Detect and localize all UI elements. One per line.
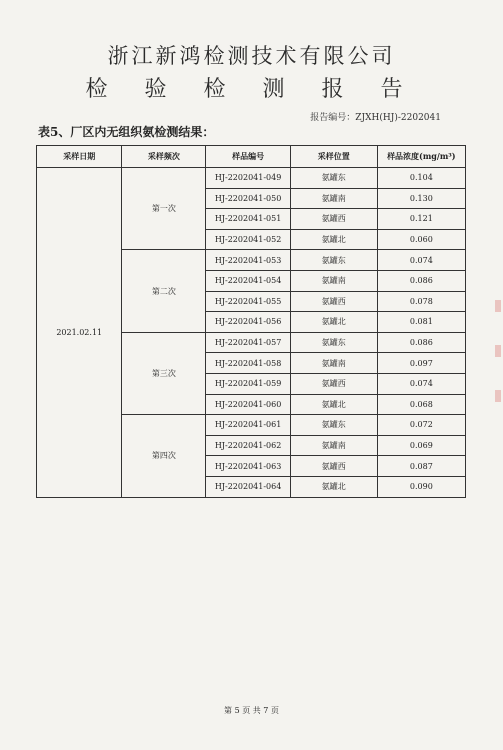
table-header-row	[37, 146, 466, 168]
position-cell: 氨罐北	[290, 312, 377, 333]
stamp-edge-mark	[495, 345, 501, 357]
page-number: 第 5 页 共 7 页	[224, 706, 279, 715]
position-cell: 氨罐西	[290, 373, 377, 394]
concentration-cell: 0.121	[377, 209, 465, 230]
position-cell: 氨罐北	[290, 229, 377, 250]
position-cell: 氨罐西	[290, 456, 377, 477]
stamp-edge-mark	[495, 390, 501, 402]
sampling-date-cell: 2021.02.11	[37, 168, 122, 498]
sample-id-cell: HJ-2202041-061	[206, 415, 290, 436]
concentration-cell: 0.072	[377, 415, 465, 436]
sample-id-cell: HJ-2202041-056	[206, 312, 290, 333]
sampling-frequency-cell: 第二次	[122, 250, 206, 332]
sample-id-cell: HJ-2202041-053	[206, 250, 290, 271]
position-cell: 氨罐西	[290, 209, 377, 230]
sample-id-cell: HJ-2202041-064	[206, 476, 290, 497]
concentration-cell: 0.074	[377, 373, 465, 394]
sample-id-cell: HJ-2202041-060	[206, 394, 290, 415]
table-body	[37, 168, 466, 498]
results-table	[36, 145, 466, 498]
company-name: 浙江新鸿检测技术有限公司	[107, 44, 396, 68]
position-cell: 氨罐南	[290, 353, 377, 374]
concentration-cell: 0.090	[377, 476, 465, 497]
concentration-cell: 0.060	[377, 229, 465, 250]
sampling-frequency-cell: 第一次	[122, 168, 206, 250]
concentration-cell: 0.130	[377, 188, 465, 209]
concentration-cell: 0.074	[377, 250, 465, 271]
header-frequency: 采样频次	[122, 146, 206, 168]
sample-id-cell: HJ-2202041-059	[206, 373, 290, 394]
position-cell: 氨罐东	[290, 415, 377, 436]
header-sample-id: 样品编号	[206, 146, 290, 168]
sample-id-cell: HJ-2202041-063	[206, 456, 290, 477]
position-cell: 氨罐北	[290, 476, 377, 497]
concentration-cell: 0.068	[377, 394, 465, 415]
sample-id-cell: HJ-2202041-058	[206, 353, 290, 374]
concentration-cell: 0.078	[377, 291, 465, 312]
concentration-cell: 0.086	[377, 270, 465, 291]
sample-id-cell: HJ-2202041-054	[206, 270, 290, 291]
position-cell: 氨罐东	[290, 250, 377, 271]
position-cell: 氨罐南	[290, 188, 377, 209]
position-cell: 氨罐南	[290, 435, 377, 456]
report-title: 检 验 检 测 报 告	[85, 77, 418, 102]
position-cell: 氨罐南	[290, 270, 377, 291]
concentration-cell: 0.081	[377, 312, 465, 333]
stamp-edge-mark	[495, 300, 501, 312]
position-cell: 氨罐西	[290, 291, 377, 312]
header-position: 采样位置	[290, 146, 377, 168]
sample-id-cell: HJ-2202041-049	[206, 168, 290, 189]
sample-id-cell: HJ-2202041-050	[206, 188, 290, 209]
concentration-cell: 0.086	[377, 332, 465, 353]
header-concentration: 样品浓度(mg/m³)	[377, 146, 465, 168]
concentration-cell: 0.069	[377, 435, 465, 456]
sample-id-cell: HJ-2202041-062	[206, 435, 290, 456]
concentration-cell: 0.097	[377, 353, 465, 374]
position-cell: 氨罐北	[290, 394, 377, 415]
position-cell: 氨罐东	[290, 332, 377, 353]
sample-id-cell: HJ-2202041-057	[206, 332, 290, 353]
sample-id-cell: HJ-2202041-055	[206, 291, 290, 312]
report-number: 报告编号：ZJXH(HJ)-2202041	[310, 113, 441, 123]
concentration-cell: 0.104	[377, 168, 465, 189]
table-caption: 表5、厂区内无组织氨检测结果：	[38, 125, 215, 139]
header-date: 采样日期	[37, 146, 122, 168]
sampling-frequency-cell: 第四次	[122, 415, 206, 497]
sampling-frequency-cell: 第三次	[122, 332, 206, 414]
concentration-cell: 0.087	[377, 456, 465, 477]
sample-id-cell: HJ-2202041-052	[206, 229, 290, 250]
table-row	[37, 168, 466, 189]
position-cell: 氨罐东	[290, 168, 377, 189]
sample-id-cell: HJ-2202041-051	[206, 209, 290, 230]
